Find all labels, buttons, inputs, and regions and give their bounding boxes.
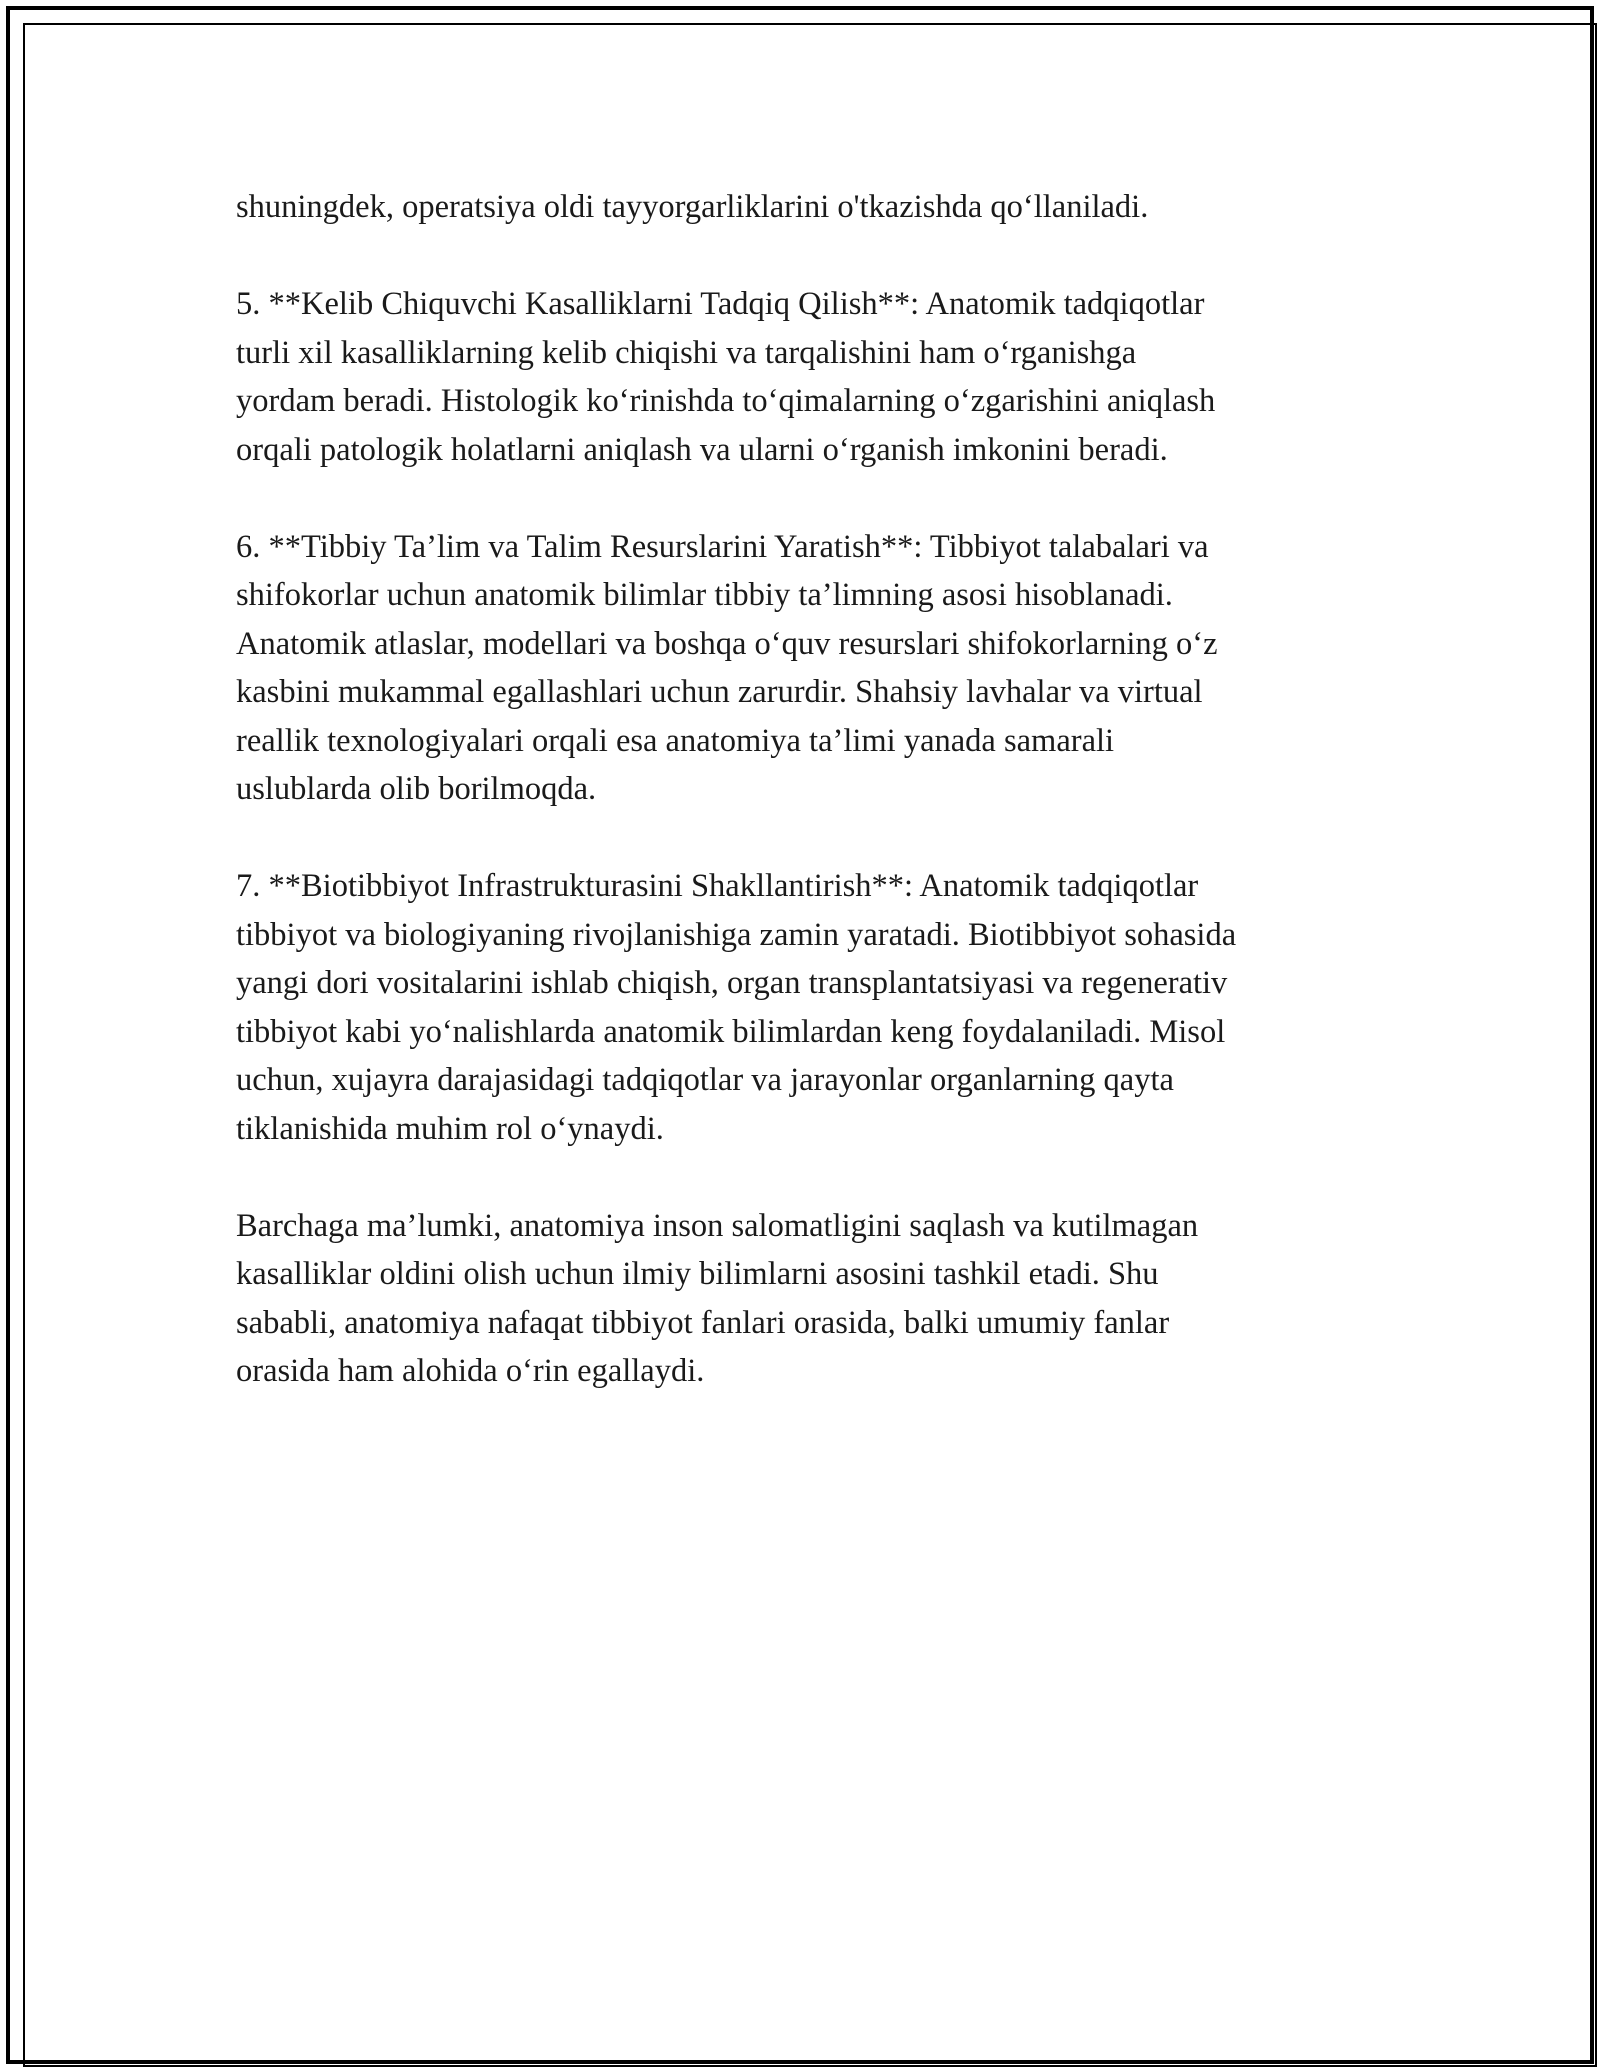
text-line: 7. **Biotibbiyot Infrastrukturasini Shakllantirish**: Anatomik tadqiqotlar xyxy=(236,868,1199,904)
text-line: Anatomik atlaslar, modellari va boshqa o‘quv resurslari shifokorlarning o‘z xyxy=(236,625,1218,662)
text-line: tiklanishida muhim rol o‘ynaydi. xyxy=(236,1110,664,1147)
text-line: shuningdek, operatsiya oldi tayyorgarliklarini o'tkazishda qo‘llaniladi. xyxy=(236,189,1149,225)
text-line: turli xil kasalliklarning kelib chiqishi va tarqalishini ham o‘rganishga xyxy=(236,334,1137,371)
text-line: uchun, xujayra darajasidagi tadqiqotlar va jarayonlar organlarning qayta xyxy=(236,1062,1174,1098)
text-line: sababli, anatomiya nafaqat tibbiyot fanlari orasida, balki umumiy fanlar xyxy=(236,1304,1170,1341)
text-line: uslublarda olib borilmoqda. xyxy=(236,771,597,807)
text-line: orqali patologik holatlarni aniqlash va ularni o‘rganish imkonini beradi. xyxy=(236,431,1168,468)
paragraph-item-7 xyxy=(236,862,1371,1153)
text-line: tibbiyot kabi yo‘nalishlarda anatomik bilimlardan keng foydalaniladi. Misol xyxy=(236,1013,1226,1050)
text-line: orasida ham alohida o‘rin egallaydi. xyxy=(236,1353,705,1389)
paragraph-item-6 xyxy=(236,523,1371,814)
paragraph-conclusion xyxy=(236,1202,1371,1396)
text-line: yangi dori vositalarini ishlab chiqish, organ transplantatsiyasi va regenerativ xyxy=(236,965,1228,1001)
paragraph-continuation xyxy=(236,183,1371,232)
text-line: shifokorlar uchun anatomik bilimlar tibbiy ta’limning asosi hisoblanadi. xyxy=(236,577,1173,613)
text-line: 6. **Tibbiy Ta’lim va Talim Resurslarini Yaratish**: Tibbiyot talabalari va xyxy=(236,528,1209,565)
text-line: yordam beradi. Histologik ko‘rinishda to‘qimalarning o‘zgarishini aniqlash xyxy=(236,383,1216,419)
text-line: Barchaga ma’lumki, anatomiya inson salomatligini saqlash va kutilmagan xyxy=(236,1207,1199,1244)
text-line: kasalliklar oldini olish uchun ilmiy bilimlarni asosini tashkil etadi. Shu xyxy=(236,1256,1159,1292)
text-line: tibbiyot va biologiyaning rivojlanishiga zamin yaratadi. Biotibbiyot sohasida xyxy=(236,916,1237,953)
text-line: kasbini mukammal egallashlari uchun zarurdir. Shahsiy lavhalar va virtual xyxy=(236,674,1203,710)
text-line: 5. **Kelib Chiquvchi Kasalliklarni Tadqiq Qilish**: Anatomik tadqiqotlar xyxy=(236,286,1205,322)
document-body xyxy=(236,183,1371,1444)
text-line: reallik texnologiyalari orqali esa anatomiya ta’limi yanada samarali xyxy=(236,722,1115,759)
paragraph-item-5 xyxy=(236,280,1371,474)
